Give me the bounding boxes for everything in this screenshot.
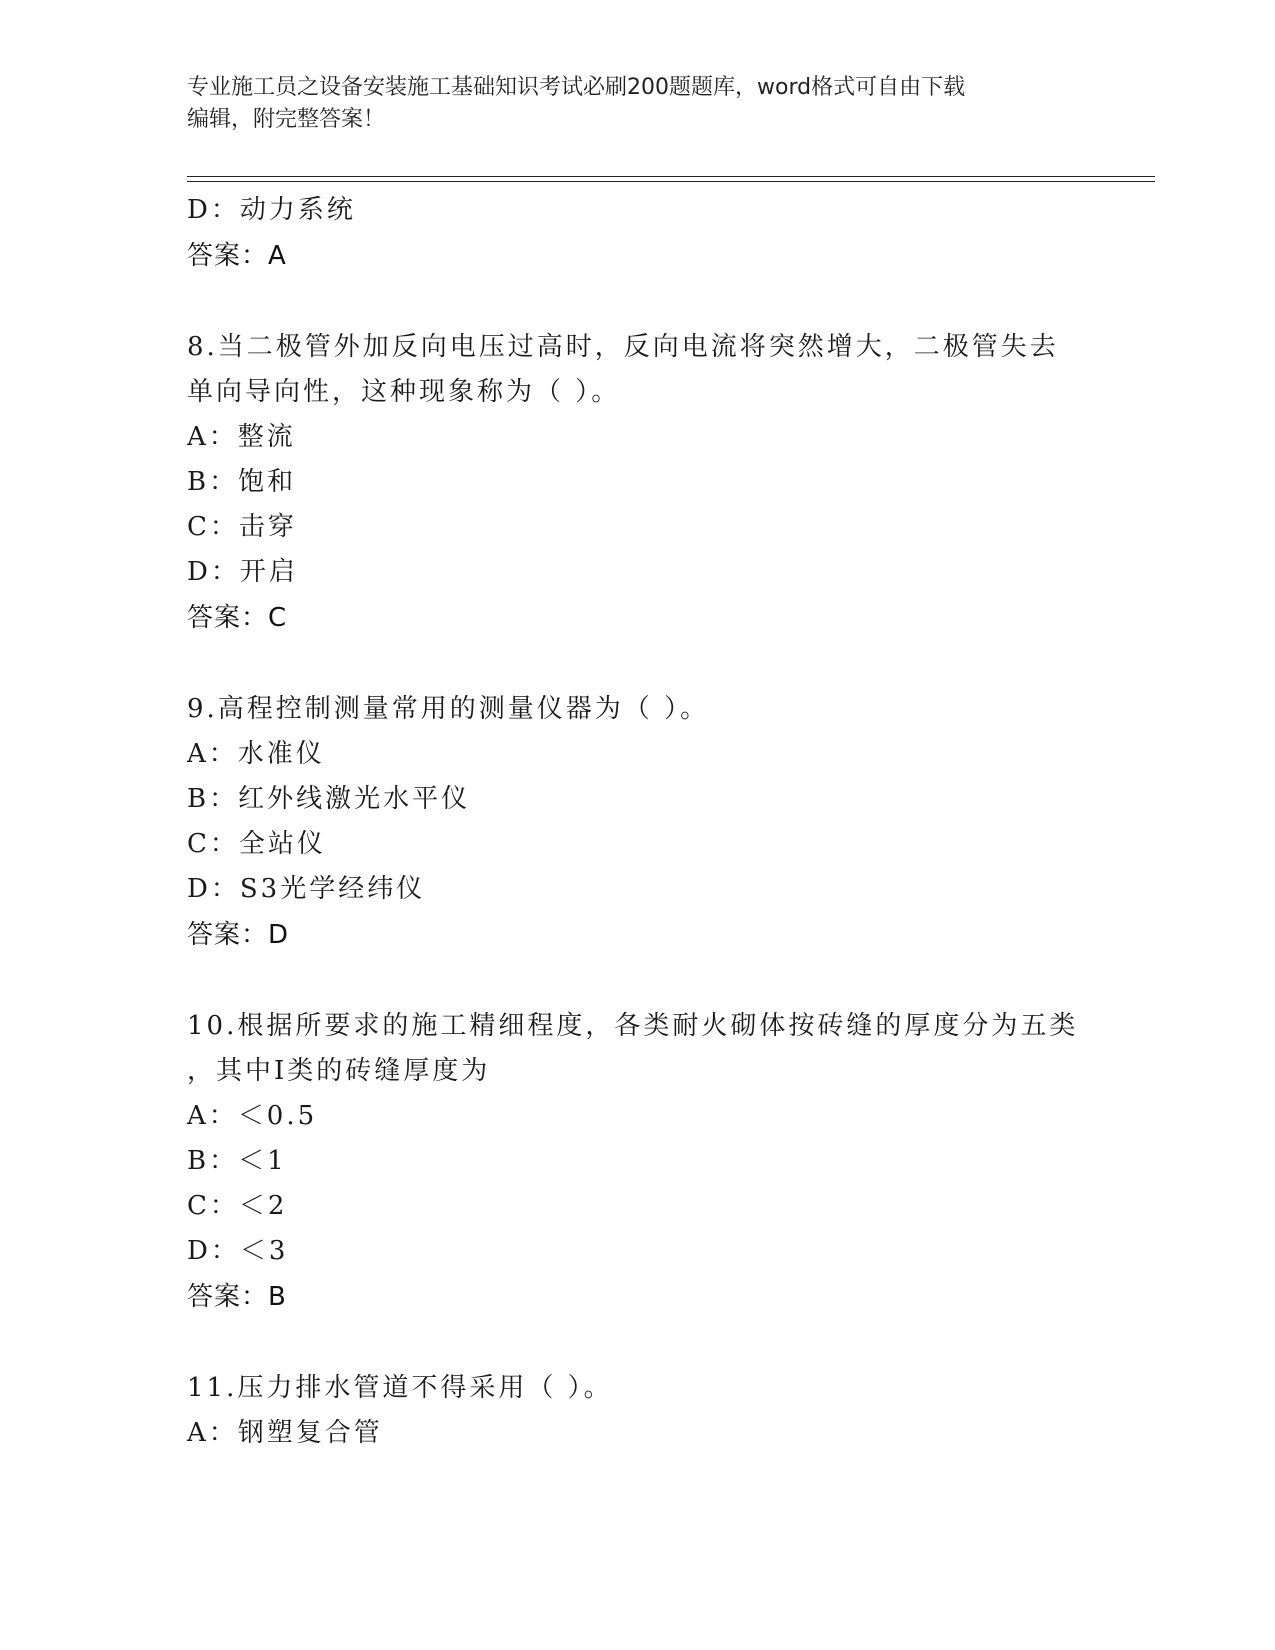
question-10-option-a: A：＜0.5 <box>187 1101 318 1131</box>
prev-option-d: D：动力系统 <box>187 195 356 225</box>
question-9-answer: 答案：D <box>187 920 290 950</box>
header-divider-top <box>187 176 1155 177</box>
question-9-option-d: D：S3光学经纬仪 <box>187 874 426 904</box>
question-11-stem: 11.压力排水管道不得采用（ ）。 <box>187 1373 613 1403</box>
question-9-option-b: B：红外线激光水平仪 <box>187 784 471 814</box>
document-header <box>187 72 1087 136</box>
question-10-stem-line-1: 10.根据所要求的施工精细程度，各类耐火砌体按砖缝的厚度分为五类 <box>187 1011 1079 1041</box>
question-8-answer: 答案：C <box>187 603 288 633</box>
question-9 <box>187 687 1087 958</box>
question-gap <box>187 641 1087 687</box>
question-10-answer: 答案：B <box>187 1282 287 1312</box>
question-8-stem-line-1: 8.当二极管外加反向电压过高时，反向电流将突然增大，二极管失去 <box>187 332 1059 362</box>
question-8-option-c: C：击穿 <box>187 512 297 542</box>
question-9-option-a: A：水准仪 <box>187 739 325 769</box>
question-list <box>187 188 1087 1456</box>
question-10-option-b: B：＜1 <box>187 1146 287 1176</box>
question-gap <box>187 279 1087 325</box>
question-9-option-c: C：全站仪 <box>187 829 326 859</box>
question-gap <box>187 1320 1087 1366</box>
question-10-option-d: D：＜3 <box>187 1236 289 1266</box>
question-8-option-b: B：饱和 <box>187 467 297 497</box>
header-line-1: 专业施工员之设备安装施工基础知识考试必刷200题题库，word格式可自由下载 <box>187 75 966 100</box>
prev-answer: 答案：A <box>187 241 287 271</box>
header-divider-bottom <box>187 181 1155 182</box>
header-line-2: 编辑，附完整答案！ <box>187 107 386 132</box>
question-8-option-a: A：整流 <box>187 422 296 452</box>
question-8-stem-line-2: 单向导向性，这种现象称为（ ）。 <box>187 377 621 407</box>
question-11 <box>187 1366 1087 1456</box>
question-11-option-a: A：钢塑复合管 <box>187 1418 383 1448</box>
question-8-option-d: D：开启 <box>187 557 298 587</box>
question-gap <box>187 958 1087 1004</box>
question-10-stem-line-2: ，其中I类的砖缝厚度为 <box>187 1056 491 1086</box>
question-10 <box>187 1004 1087 1320</box>
question-10-option-c: C：＜2 <box>187 1191 288 1221</box>
question-9-stem: 9.高程控制测量常用的测量仪器为（ ）。 <box>187 694 710 724</box>
question-8 <box>187 325 1087 641</box>
